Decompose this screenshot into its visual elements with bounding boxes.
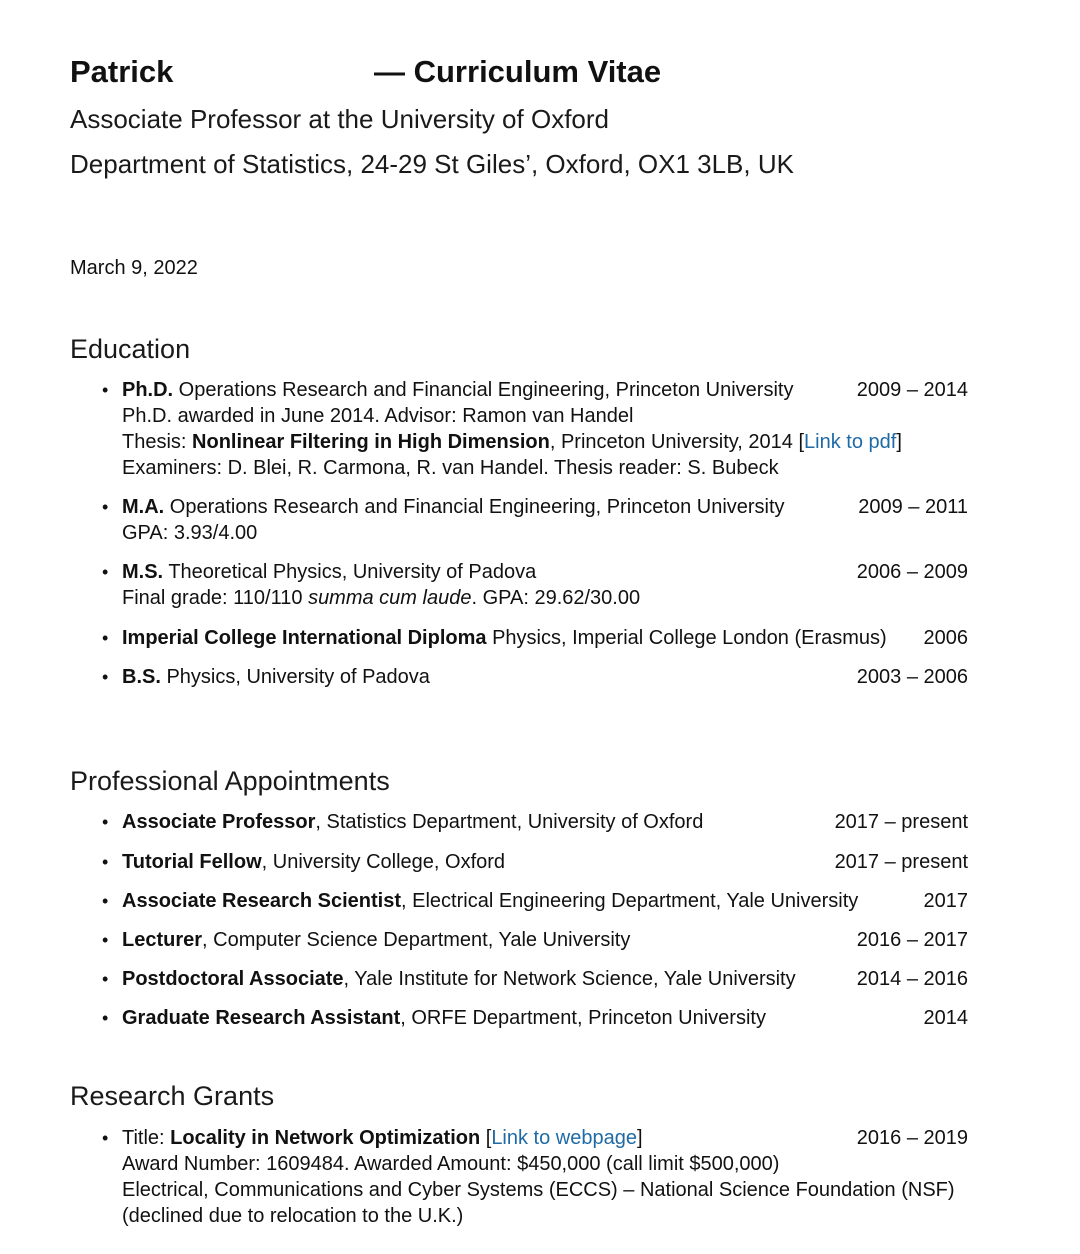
bullet: •	[102, 667, 109, 687]
thesis-close: ]	[896, 431, 902, 453]
grant-agency: Electrical, Communications and Cyber Systems (ECCS) – National Science Foundation (NSF)	[122, 1179, 955, 1201]
bullet: •	[102, 562, 109, 582]
bullet: •	[102, 497, 109, 517]
ms-grade-suffix: . GPA: 29.62/30.00	[471, 587, 641, 609]
address-line: Department of Statistics, 24-29 St Giles’, Oxford, OX1 3LB, UK	[70, 149, 794, 179]
position-line: Associate Professor at the University of Oxford	[70, 104, 609, 134]
education-ms	[102, 559, 972, 611]
degree-bs: B.S.	[122, 666, 161, 688]
grant-title: Locality in Network Optimization	[170, 1127, 481, 1149]
appointment-place: , University College, Oxford	[261, 851, 506, 873]
ma-years: 2009 – 2011	[858, 496, 968, 518]
appointment-item	[102, 888, 972, 914]
degree-ma: M.A.	[122, 496, 165, 518]
phd-examiners: Examiners: D. Blei, R. Carmona, R. van Handel. Thesis reader: S. Bubeck	[122, 457, 779, 479]
bullet: •	[102, 852, 109, 872]
imperial-field: Physics, Imperial College London (Erasmus)	[486, 627, 887, 649]
thesis-suffix: , Princeton University, 2014 [	[549, 431, 805, 453]
ms-grade-prefix: Final grade: 110/110	[122, 587, 309, 609]
bullet: •	[102, 969, 109, 989]
grant-item	[102, 1125, 972, 1229]
appointment-role: Associate Professor	[122, 811, 316, 833]
bullet: •	[102, 930, 109, 950]
ms-field: Theoretical Physics, University of Padova	[163, 561, 537, 583]
appointment-role: Lecturer	[122, 929, 203, 951]
section-appointments-heading: Professional Appointments	[70, 766, 390, 796]
education-bs	[102, 664, 972, 690]
ms-years: 2006 – 2009	[856, 561, 968, 583]
bs-years: 2003 – 2006	[856, 666, 968, 688]
thesis-title: Nonlinear Filtering in High Dimension	[192, 431, 550, 453]
appointment-place: , Electrical Engineering Department, Yale University	[401, 890, 859, 912]
grant-note: (declined due to relocation to the U.K.)	[122, 1205, 464, 1227]
ms-grade-honors: summa cum laude	[308, 587, 472, 609]
appointment-years: 2017	[923, 890, 968, 912]
phd-award: Ph.D. awarded in June 2014. Advisor: Ramon van Handel	[122, 405, 634, 427]
grant-link-open: [	[480, 1127, 492, 1149]
appointment-years: 2014	[923, 1007, 968, 1029]
appointment-years: 2017 – present	[834, 851, 968, 873]
ma-field: Operations Research and Financial Engineering, Princeton University	[164, 496, 785, 518]
cv-header-title	[70, 54, 970, 92]
section-grants-heading: Research Grants	[70, 1081, 275, 1111]
appointment-item	[102, 1005, 972, 1031]
bullet: •	[102, 628, 109, 648]
appointment-role: Postdoctoral Associate	[122, 968, 344, 990]
appointment-place: , Statistics Department, University of Oxford	[315, 811, 704, 833]
appointment-role: Graduate Research Assistant	[122, 1007, 401, 1029]
bs-field: Physics, University of Padova	[160, 666, 430, 688]
grant-title-prefix: Title:	[122, 1127, 171, 1149]
phd-years: 2009 – 2014	[856, 379, 968, 401]
degree-ms: M.S.	[122, 561, 164, 583]
bullet: •	[102, 1128, 109, 1148]
appointment-years: 2016 – 2017	[856, 929, 968, 951]
thesis-pdf-link[interactable]: Link to pdf	[804, 431, 897, 453]
appointment-place: , ORFE Department, Princeton University	[400, 1007, 766, 1029]
appointment-item	[102, 809, 972, 835]
ma-gpa: GPA: 3.93/4.00	[122, 522, 258, 544]
imperial-years: 2006	[923, 627, 968, 649]
appointment-item	[102, 849, 972, 875]
appointment-place: , Yale Institute for Network Science, Yale University	[343, 968, 796, 990]
education-phd	[102, 377, 972, 481]
degree-phd: Ph.D.	[122, 379, 174, 401]
phd-field: Operations Research and Financial Engineering, Princeton University	[173, 379, 794, 401]
first-name: Patrick	[70, 54, 174, 89]
bullet: •	[102, 812, 109, 832]
grant-link-close: ]	[636, 1127, 643, 1149]
section-education-heading: Education	[70, 334, 191, 364]
bullet: •	[102, 380, 109, 400]
grant-webpage-link[interactable]: Link to webpage	[491, 1127, 637, 1149]
appointment-years: 2014 – 2016	[856, 968, 968, 990]
appointment-role: Tutorial Fellow	[122, 851, 262, 873]
grant-years: 2016 – 2019	[856, 1127, 968, 1149]
bullet: •	[102, 1008, 109, 1028]
document-title: — Curriculum Vitae	[374, 54, 662, 89]
appointment-role: Associate Research Scientist	[122, 890, 402, 912]
thesis-prefix: Thesis:	[122, 431, 193, 453]
appointment-item	[102, 927, 972, 953]
appointment-item	[102, 966, 972, 992]
education-ma	[102, 494, 972, 546]
education-imperial	[102, 625, 972, 651]
appointment-years: 2017 – present	[834, 811, 968, 833]
degree-imperial: Imperial College International Diploma	[122, 627, 487, 649]
bullet: •	[102, 891, 109, 911]
document-date: March 9, 2022	[70, 257, 198, 279]
grant-award: Award Number: 1609484. Awarded Amount: $450,000 (call limit $500,000)	[122, 1153, 780, 1175]
appointment-place: , Computer Science Department, Yale University	[202, 929, 631, 951]
